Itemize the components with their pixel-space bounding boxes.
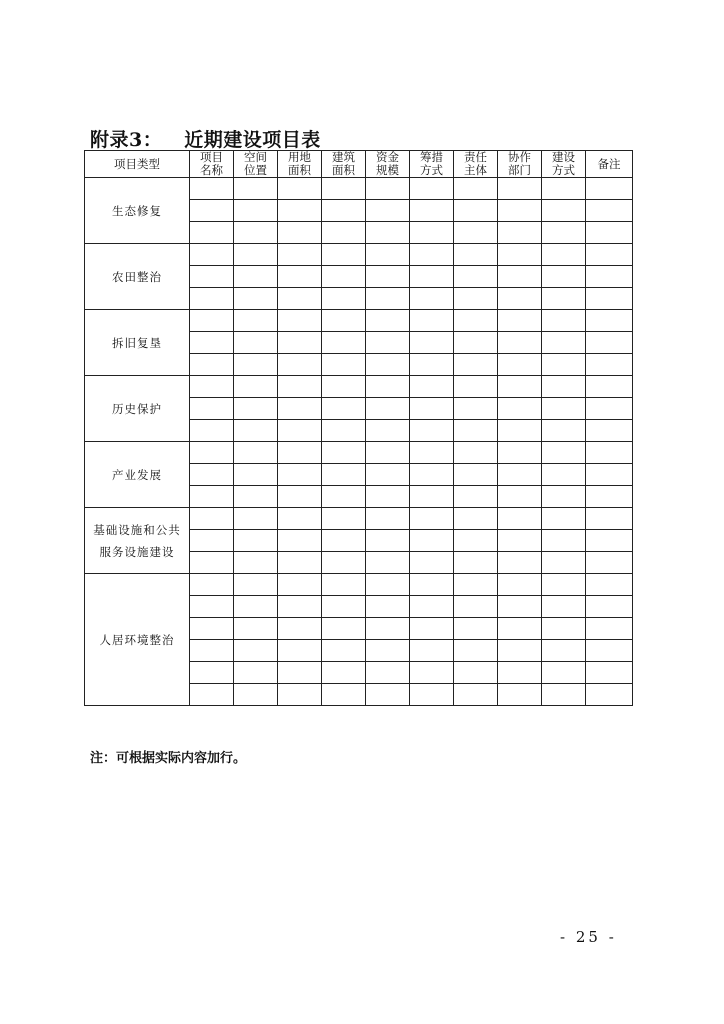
- table-cell: [586, 244, 633, 266]
- table-cell: [410, 596, 454, 618]
- table-cell: [278, 684, 322, 706]
- table-cell: [586, 310, 633, 332]
- table-cell: [234, 354, 278, 376]
- table-cell: [586, 574, 633, 596]
- table-cell: [454, 288, 498, 310]
- footnote: 注：可根据实际内容加行。: [90, 751, 247, 766]
- table-cell: [410, 508, 454, 530]
- table-cell: [498, 640, 542, 662]
- table-cell: [410, 266, 454, 288]
- table-cell: [410, 662, 454, 684]
- table-cell: [322, 684, 366, 706]
- table-cell: [410, 222, 454, 244]
- col-header-location: 空间 位置: [234, 151, 278, 178]
- table-cell: [278, 552, 322, 574]
- table-cell: [190, 178, 234, 200]
- table-cell: [278, 398, 322, 420]
- table-cell: [366, 640, 410, 662]
- table-cell: [586, 442, 633, 464]
- table-cell: [454, 574, 498, 596]
- table-cell: [498, 596, 542, 618]
- table-cell: [410, 618, 454, 640]
- table-cell: [410, 640, 454, 662]
- table-cell: [542, 684, 586, 706]
- page-title: [90, 125, 321, 152]
- table-cell: [542, 244, 586, 266]
- table-cell: [586, 618, 633, 640]
- table-cell: [278, 266, 322, 288]
- table-cell: [322, 464, 366, 486]
- table-cell: [542, 420, 586, 442]
- table-cell: [278, 376, 322, 398]
- category-label: 拆旧复垦: [112, 335, 162, 350]
- table-cell: [190, 662, 234, 684]
- category-label: 人居环境整治: [99, 632, 175, 647]
- table-cell: [542, 178, 586, 200]
- table-cell: [454, 420, 498, 442]
- table-cell: [454, 464, 498, 486]
- table-cell: [498, 684, 542, 706]
- table-cell: [278, 332, 322, 354]
- table-cell: [366, 420, 410, 442]
- table-cell: [410, 574, 454, 596]
- table-cell: [322, 420, 366, 442]
- table-cell: [366, 618, 410, 640]
- table-cell: [234, 332, 278, 354]
- table-cell: [586, 596, 633, 618]
- table-cell: [410, 376, 454, 398]
- table-cell: [234, 574, 278, 596]
- table-row: [85, 244, 633, 266]
- table-cell: [322, 618, 366, 640]
- table-cell: [498, 552, 542, 574]
- table-cell: [542, 398, 586, 420]
- category-cell: [85, 244, 190, 310]
- table-cell: [542, 618, 586, 640]
- table-row: [85, 178, 633, 200]
- table-cell: [278, 530, 322, 552]
- table-cell: [586, 662, 633, 684]
- table-cell: [234, 244, 278, 266]
- table-cell: [454, 310, 498, 332]
- table-cell: [454, 662, 498, 684]
- table-cell: [366, 530, 410, 552]
- table-cell: [498, 420, 542, 442]
- table-cell: [586, 266, 633, 288]
- table-cell: [454, 376, 498, 398]
- table-cell: [542, 310, 586, 332]
- table-cell: [366, 486, 410, 508]
- category-cell: [85, 574, 190, 706]
- table-cell: [586, 420, 633, 442]
- table-cell: [322, 354, 366, 376]
- table-cell: [542, 332, 586, 354]
- table-cell: [586, 464, 633, 486]
- table-cell: [322, 222, 366, 244]
- table-cell: [366, 376, 410, 398]
- col-header-land-area: 用地 面积: [278, 151, 322, 178]
- table-cell: [234, 486, 278, 508]
- category-cell: [85, 310, 190, 376]
- table-cell: [190, 684, 234, 706]
- category-cell: [85, 178, 190, 244]
- table-cell: [322, 310, 366, 332]
- table-cell: [234, 266, 278, 288]
- table-cell: [234, 530, 278, 552]
- table-cell: [234, 596, 278, 618]
- category-label: 基础设施和公共: [93, 522, 181, 537]
- table-cell: [498, 376, 542, 398]
- table-cell: [234, 662, 278, 684]
- table-row: [85, 508, 633, 530]
- table-cell: [498, 332, 542, 354]
- table-cell: [322, 662, 366, 684]
- table-cell: [586, 486, 633, 508]
- table-cell: [410, 244, 454, 266]
- table-row: [85, 376, 633, 398]
- table-cell: [190, 376, 234, 398]
- table-cell: [234, 178, 278, 200]
- table-cell: [366, 684, 410, 706]
- table-cell: [278, 464, 322, 486]
- table-row: [85, 574, 633, 596]
- table-cell: [410, 200, 454, 222]
- table-cell: [190, 310, 234, 332]
- table-cell: [542, 574, 586, 596]
- table-cell: [234, 618, 278, 640]
- table-cell: [410, 684, 454, 706]
- table-cell: [586, 222, 633, 244]
- table-cell: [322, 398, 366, 420]
- table-cell: [498, 310, 542, 332]
- table-cell: [454, 684, 498, 706]
- table-cell: [542, 288, 586, 310]
- category-label: 生态修复: [112, 203, 162, 218]
- table-cell: [322, 442, 366, 464]
- col-header-funding-scale: 资金 规模: [366, 151, 410, 178]
- table-cell: [322, 640, 366, 662]
- table-cell: [278, 596, 322, 618]
- table-cell: [366, 662, 410, 684]
- table-cell: [454, 266, 498, 288]
- category-label: 产业发展: [112, 467, 162, 482]
- table-cell: [498, 508, 542, 530]
- table-cell: [322, 508, 366, 530]
- table-cell: [498, 442, 542, 464]
- table-cell: [410, 354, 454, 376]
- table-cell: [234, 288, 278, 310]
- table-cell: [278, 618, 322, 640]
- table-cell: [366, 200, 410, 222]
- table-cell: [190, 442, 234, 464]
- table-cell: [190, 354, 234, 376]
- table-cell: [366, 354, 410, 376]
- table-cell: [410, 552, 454, 574]
- table-cell: [190, 266, 234, 288]
- table-cell: [366, 266, 410, 288]
- category-label: 服务设施建设: [99, 544, 175, 559]
- table-cell: [542, 596, 586, 618]
- table-cell: [498, 464, 542, 486]
- table-cell: [234, 200, 278, 222]
- table-cell: [366, 464, 410, 486]
- table-cell: [366, 596, 410, 618]
- table-cell: [410, 486, 454, 508]
- table-cell: [586, 332, 633, 354]
- table-cell: [190, 288, 234, 310]
- table-cell: [234, 442, 278, 464]
- table-cell: [190, 552, 234, 574]
- table-cell: [366, 222, 410, 244]
- page-number: - 25 -: [560, 928, 617, 946]
- table-cell: [410, 288, 454, 310]
- table-cell: [366, 552, 410, 574]
- table-cell: [410, 464, 454, 486]
- table-cell: [586, 640, 633, 662]
- table-cell: [190, 244, 234, 266]
- col-header-cooperating-dept: 协作 部门: [498, 151, 542, 178]
- table-cell: [498, 530, 542, 552]
- table-cell: [190, 200, 234, 222]
- table-cell: [190, 508, 234, 530]
- table-cell: [278, 508, 322, 530]
- table-cell: [542, 200, 586, 222]
- table-cell: [454, 552, 498, 574]
- table-cell: [586, 354, 633, 376]
- table-cell: [278, 310, 322, 332]
- table-cell: [454, 178, 498, 200]
- table-cell: [322, 178, 366, 200]
- table-cell: [454, 354, 498, 376]
- table-cell: [542, 486, 586, 508]
- table-cell: [278, 222, 322, 244]
- table-cell: [454, 640, 498, 662]
- category-cell: [85, 376, 190, 442]
- table-cell: [366, 244, 410, 266]
- table-cell: [322, 332, 366, 354]
- table-cell: [234, 464, 278, 486]
- table-cell: [542, 552, 586, 574]
- table-cell: [410, 332, 454, 354]
- table-cell: [542, 640, 586, 662]
- table-cell: [542, 354, 586, 376]
- table-cell: [498, 486, 542, 508]
- category-label: 历史保护: [112, 401, 162, 416]
- table-cell: [190, 530, 234, 552]
- table-cell: [586, 200, 633, 222]
- table-cell: [234, 376, 278, 398]
- table-cell: [190, 640, 234, 662]
- col-header-remarks: 备注: [586, 151, 633, 178]
- table-cell: [586, 684, 633, 706]
- table-cell: [498, 354, 542, 376]
- table-cell: [586, 376, 633, 398]
- table-cell: [498, 222, 542, 244]
- table-cell: [278, 420, 322, 442]
- table-title: 近期建设项目表: [184, 129, 321, 151]
- table-cell: [586, 178, 633, 200]
- col-header-funding-method: 筹措 方式: [410, 151, 454, 178]
- table-cell: [586, 508, 633, 530]
- table-cell: [542, 530, 586, 552]
- table-row: [85, 442, 633, 464]
- table-cell: [454, 222, 498, 244]
- table-cell: [410, 178, 454, 200]
- table-cell: [498, 662, 542, 684]
- table-body: [85, 178, 633, 706]
- table-cell: [410, 442, 454, 464]
- table-cell: [454, 398, 498, 420]
- table-cell: [454, 508, 498, 530]
- table-cell: [234, 420, 278, 442]
- table-cell: [190, 618, 234, 640]
- project-table: [84, 150, 633, 706]
- table-cell: [454, 244, 498, 266]
- table-cell: [278, 640, 322, 662]
- table-cell: [322, 574, 366, 596]
- table-cell: [278, 442, 322, 464]
- table-cell: [366, 442, 410, 464]
- table-cell: [498, 266, 542, 288]
- table-cell: [498, 200, 542, 222]
- table-cell: [498, 574, 542, 596]
- table-cell: [190, 464, 234, 486]
- table-cell: [322, 200, 366, 222]
- table-cell: [278, 244, 322, 266]
- table-cell: [190, 332, 234, 354]
- table-cell: [586, 398, 633, 420]
- table-cell: [322, 552, 366, 574]
- table-cell: [366, 398, 410, 420]
- table-cell: [542, 266, 586, 288]
- table-cell: [366, 332, 410, 354]
- table-cell: [498, 178, 542, 200]
- table-cell: [410, 398, 454, 420]
- col-header-building-area: 建筑 面积: [322, 151, 366, 178]
- table-cell: [454, 332, 498, 354]
- category-cell: [85, 508, 190, 574]
- table-cell: [454, 530, 498, 552]
- table-cell: [410, 420, 454, 442]
- table-cell: [542, 464, 586, 486]
- table-cell: [366, 178, 410, 200]
- col-header-construction-method: 建设 方式: [542, 151, 586, 178]
- table-cell: [322, 596, 366, 618]
- table-cell: [454, 618, 498, 640]
- table-cell: [234, 684, 278, 706]
- table-cell: [278, 662, 322, 684]
- table-cell: [278, 288, 322, 310]
- table-cell: [410, 530, 454, 552]
- table-cell: [234, 508, 278, 530]
- table-cell: [586, 530, 633, 552]
- table-cell: [454, 442, 498, 464]
- table-cell: [278, 200, 322, 222]
- table-cell: [322, 486, 366, 508]
- table-cell: [542, 442, 586, 464]
- table-cell: [190, 574, 234, 596]
- category-cell: [85, 442, 190, 508]
- table-cell: [278, 178, 322, 200]
- table-cell: [366, 508, 410, 530]
- appendix-label: 附录3：: [90, 129, 163, 151]
- table-cell: [322, 530, 366, 552]
- category-header: 项目类型: [85, 151, 190, 178]
- table-cell: [322, 376, 366, 398]
- table-cell: [542, 376, 586, 398]
- table-cell: [366, 574, 410, 596]
- table-row: [85, 310, 633, 332]
- table-cell: [234, 310, 278, 332]
- table-cell: [454, 486, 498, 508]
- table-cell: [322, 266, 366, 288]
- table-cell: [234, 640, 278, 662]
- table-cell: [454, 596, 498, 618]
- table-cell: [542, 508, 586, 530]
- table-cell: [410, 310, 454, 332]
- table-cell: [278, 354, 322, 376]
- table-cell: [498, 618, 542, 640]
- table-cell: [322, 288, 366, 310]
- table-cell: [366, 288, 410, 310]
- table-cell: [190, 486, 234, 508]
- col-header-project-name: 项目 名称: [190, 151, 234, 178]
- table-cell: [190, 398, 234, 420]
- table-cell: [454, 200, 498, 222]
- table-cell: [366, 310, 410, 332]
- table-cell: [190, 596, 234, 618]
- table-cell: [542, 222, 586, 244]
- category-label: 农田整治: [112, 269, 162, 284]
- table-cell: [190, 420, 234, 442]
- table-header: [85, 151, 633, 178]
- table-cell: [498, 244, 542, 266]
- table-cell: [278, 486, 322, 508]
- table-cell: [234, 222, 278, 244]
- table-cell: [498, 288, 542, 310]
- table-cell: [586, 288, 633, 310]
- table-cell: [278, 574, 322, 596]
- table-cell: [234, 552, 278, 574]
- table-cell: [190, 222, 234, 244]
- table-cell: [322, 244, 366, 266]
- table-cell: [586, 552, 633, 574]
- table-cell: [234, 398, 278, 420]
- table-cell: [542, 662, 586, 684]
- table-cell: [498, 398, 542, 420]
- col-header-responsible-party: 责任 主体: [454, 151, 498, 178]
